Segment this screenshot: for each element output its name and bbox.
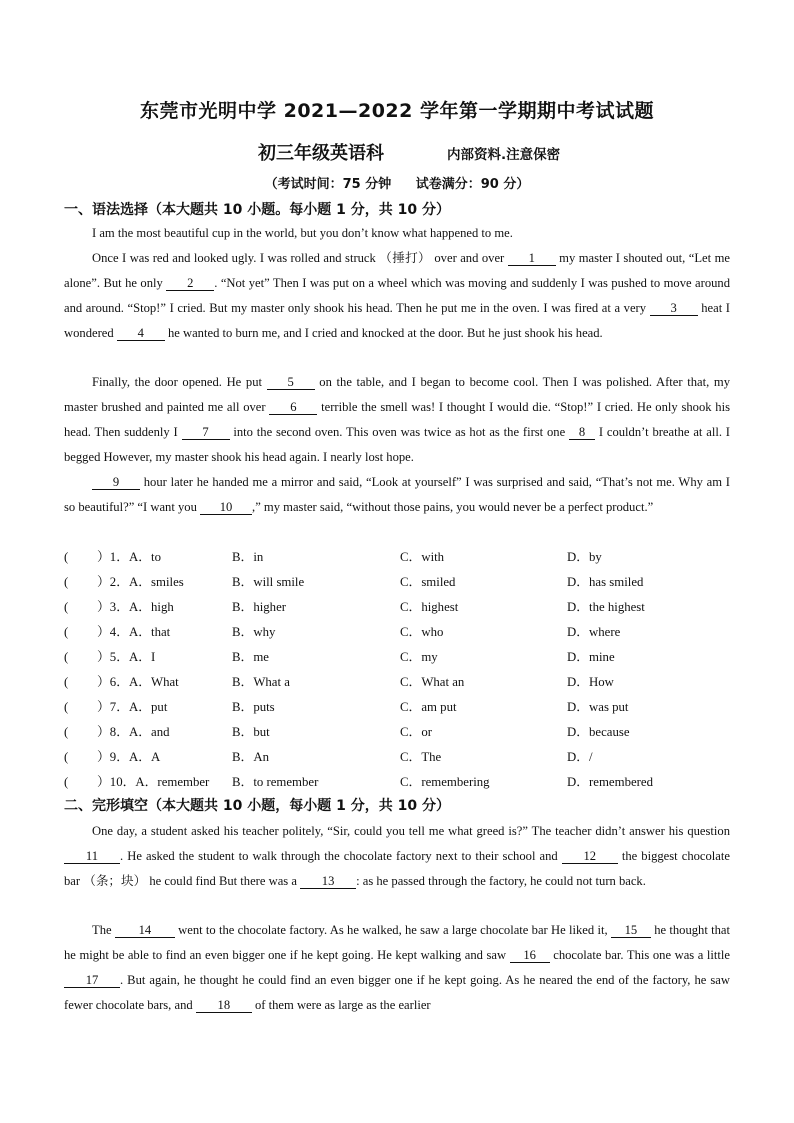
text-run: . But again, he thought he could find an even bigger one if he kept going. As he neared the end of the factory, he saw fewer chocolate bars, and (64, 973, 730, 1012)
question-number-option-a: ）8．A．and (97, 725, 170, 739)
option-b: B．What a (232, 675, 290, 689)
exam-score: 试卷满分：90 分） (415, 177, 530, 192)
answer-paren: ( (64, 625, 69, 639)
option-c: C．What an (400, 675, 465, 689)
confidential-note: 内部资料.注意保密 (447, 147, 561, 163)
question-row (64, 720, 744, 745)
question-row (64, 670, 744, 695)
question-number-option-a: ）2．A．smiles (97, 575, 184, 589)
text-run: of them were as large as the earlier (251, 998, 431, 1012)
section2-paragraph-1 (64, 819, 730, 894)
text-run: : as he passed through the factory, he could not turn back. (356, 874, 646, 888)
text-run: Once I was red and looked ugly. I was rolled and struck （捶打） over and over (92, 251, 508, 265)
answer-paren: ( (64, 775, 69, 789)
section1-paragraph-4 (64, 470, 730, 520)
option-b: B．puts (232, 700, 275, 714)
option-b: B．but (232, 725, 270, 739)
option-d: D．has smiled (567, 575, 644, 589)
question-number-option-a: ）3．A．high (97, 600, 174, 614)
exam-meta (0, 173, 794, 192)
text-run: he wanted to burn me, and I cried and knocked at the door. But he just shook his head. (164, 326, 603, 340)
text-run: I couldn’t breathe at all. I begged However, my master shook his head again. I nearly lost hope. (64, 425, 730, 464)
blank-16: 16 (510, 948, 550, 963)
option-c: C．The (400, 750, 442, 764)
option-d: D．by (567, 550, 602, 564)
section2-heading: 二、完形填空（本大题共 10 小题，每小题 1 分，共 10 分） (64, 798, 450, 814)
text-run: went to the chocolate factory. As he walked, he saw a large chocolate bar He liked it, (174, 923, 611, 937)
question-row (64, 595, 744, 620)
text-run: heat I wondered (64, 301, 730, 340)
blank-9: 9 (92, 475, 140, 490)
option-c: C．am put (400, 700, 457, 714)
answer-paren: ( (64, 700, 69, 714)
question-row (64, 545, 744, 570)
question-row (64, 695, 744, 720)
question-number-option-a: ）7．A．put (97, 700, 168, 714)
question-number-option-a: ）5．A．I (97, 650, 156, 664)
question-row (64, 620, 744, 645)
exam-title: 东莞市光明中学 2021—2022 学年第一学期期中考试试题 (140, 100, 654, 122)
answer-paren: ( (64, 600, 69, 614)
question-number-option-a: ）9．A．A (97, 750, 161, 764)
option-c: C．remembering (400, 775, 490, 789)
blank-17: 17 (64, 973, 120, 988)
option-d: D．How (567, 675, 614, 689)
option-b: B．me (232, 650, 269, 664)
blank-7: 7 (182, 425, 230, 440)
option-d: D．mine (567, 650, 615, 664)
option-c: C．or (400, 725, 432, 739)
answer-paren: ( (64, 725, 69, 739)
text-run: Finally, the door opened. He put (92, 375, 267, 389)
answer-paren: ( (64, 650, 69, 664)
section1-paragraph-2 (64, 246, 730, 346)
option-d: D．remembered (567, 775, 653, 789)
option-c: C．who (400, 625, 444, 639)
question-number-option-a: ）4．A．that (97, 625, 171, 639)
text-run: chocolate bar. This one was a little (549, 948, 730, 962)
option-c: C．my (400, 650, 438, 664)
option-d: D．/ (567, 750, 593, 764)
question-row (64, 745, 744, 770)
text-run: the biggest chocolate bar （条；块） he could find But there was a (64, 849, 730, 888)
option-b: B．will smile (232, 575, 305, 589)
option-b: B．An (232, 750, 269, 764)
text-run: terrible the smell was! I thought I would die. “Stop!” I cried. He only shook his head. Then suddenly I (64, 400, 730, 439)
section1-heading: 一、语法选择（本大题共 10 小题。每小题 1 分，共 10 分） (64, 202, 450, 218)
blank-15: 15 (611, 923, 651, 938)
section1-paragraph-1: I am the most beautiful cup in the world, but you don’t know what happened to me. (92, 226, 513, 240)
question-row (64, 570, 744, 595)
option-b: B．why (232, 625, 276, 639)
text-run: he thought that he might be able to find an even bigger one if he kept going. He kept walking and saw (64, 923, 731, 962)
text-run: One day, a student asked his teacher politely, “Sir, could you tell me what greed is?” The teacher didn’t answer his question (92, 824, 730, 838)
blank-12: 12 (562, 849, 618, 864)
question-number-option-a: ）10．A．remember (97, 775, 210, 789)
blank-13: 13 (300, 874, 356, 889)
blank-10: 10 (200, 500, 252, 515)
option-b: B．higher (232, 600, 287, 614)
answer-paren: ( (64, 550, 69, 564)
option-d: D．was put (567, 700, 629, 714)
option-d: D．where (567, 625, 621, 639)
grade-subject: 初三年级英语科 (258, 143, 384, 164)
text-run: on the table, and I began to become cool. Then I was polished. After that, my master brushed and painted me all over (64, 375, 731, 414)
section1-paragraph-3 (64, 370, 730, 470)
answer-paren: ( (64, 575, 69, 589)
question-row (64, 645, 744, 670)
text-run: hour later he handed me a mirror and said, “Look at yourself” I was surprised and said, “That’s not me. Why am I so beautiful?” “I want you (64, 475, 730, 514)
option-d: D．the highest (567, 600, 645, 614)
blank-5: 5 (267, 375, 315, 390)
blank-1: 1 (508, 251, 556, 266)
question-number-option-a: ）6．A．What (97, 675, 179, 689)
blank-6: 6 (269, 400, 317, 415)
option-b: B．to remember (232, 775, 319, 789)
text-run: my master I shouted out, “Let me alone”. But he only (64, 251, 730, 290)
blank-11: 11 (64, 849, 120, 864)
question-number-option-a: ）1．A．to (97, 550, 161, 564)
blank-14: 14 (115, 923, 175, 938)
text-run: into the second oven. This oven was twice as hot as the first one (229, 425, 570, 439)
blank-8: 8 (569, 425, 595, 440)
option-c: C．smiled (400, 575, 456, 589)
option-c: C．with (400, 550, 445, 564)
blank-18: 18 (196, 998, 252, 1013)
option-b: B．in (232, 550, 264, 564)
blank-3: 3 (650, 301, 698, 316)
blank-2: 2 (166, 276, 214, 291)
answer-paren: ( (64, 750, 69, 764)
blank-4: 4 (117, 326, 165, 341)
section2-paragraph-2 (64, 918, 730, 1018)
text-run: ,” my master said, “without those pains, you would never be a perfect product.” (252, 500, 654, 514)
exam-time: （考试时间：75 分钟 (264, 177, 392, 192)
option-d: D．because (567, 725, 630, 739)
text-run: The (92, 923, 115, 937)
answer-paren: ( (64, 675, 69, 689)
question-row (64, 770, 744, 795)
text-run: . He asked the student to walk through the chocolate factory next to their school and (120, 849, 562, 863)
text-run: . “Not yet” Then I was put on a wheel which was moving and suddenly I was pushed to move around and around. “Stop!” I cried. But my master only shook his head. Then he put me in the oven. I was fired at a very (64, 276, 731, 315)
option-c: C．highest (400, 600, 459, 614)
